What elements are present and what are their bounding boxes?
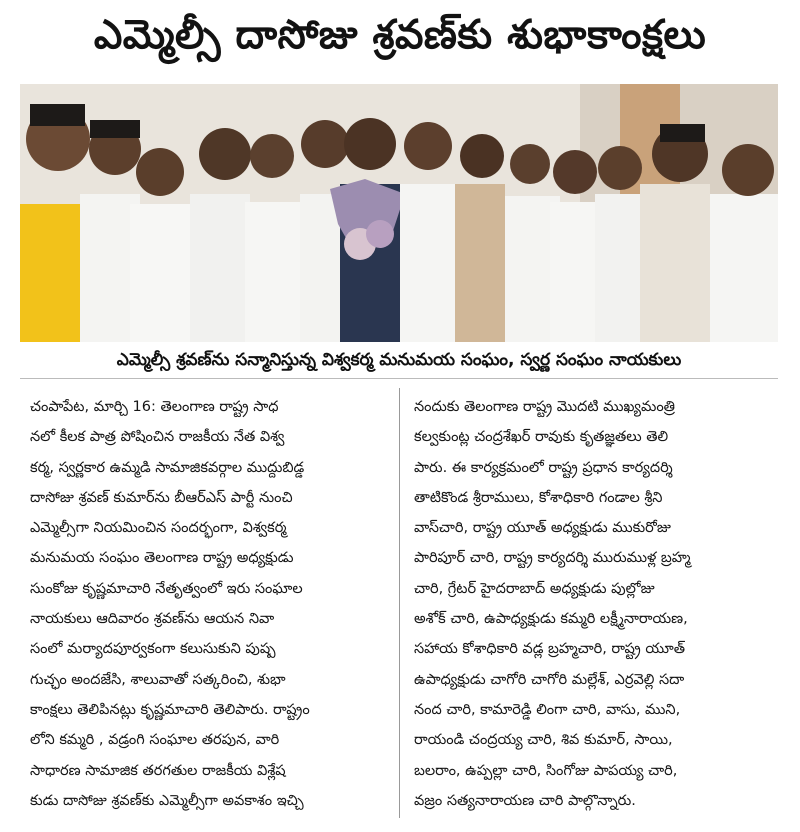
column-divider — [399, 388, 400, 818]
article-line: గుచ్ఛం అందజేసి, శాలువాతో సత్కరించి, శుభా — [30, 671, 286, 688]
article-line: పారు. ఈ కార్యక్రమంలో రాష్ట్ర ప్రధాన కార్యదర్శి — [414, 459, 673, 476]
article-line: కల్వకుంట్ల చంద్రశేఖర్ రావుకు కృతజ్ఞతలు తెలి — [414, 429, 669, 446]
article-line: వాస్‌చారి, రాష్ట్ర యూత్ అధ్యక్షుడు ముకురోజు — [414, 520, 671, 537]
article-line: ఉపాధ్యక్షుడు చాగోరి చాగోరి మల్లేశ్, ఎర్రవెల్లి సదా — [414, 671, 685, 688]
article-line: మనుమయ సంఘం తెలంగాణ రాష్ట్ర అధ్యక్షుడు — [30, 550, 294, 567]
article-column-left — [30, 392, 396, 816]
article-line: కుడు దాసోజు శ్రవణ్‌కు ఎమ్మెల్సీగా అవకాశం ఇచ్చి — [30, 792, 304, 809]
article-line: నంద చారి, కామారెడ్డి లింగా చారి, వాసు, ముని, — [414, 701, 681, 718]
article-line: తాటికొండ శ్రీరాములు, కోశాధికారి గండాల శ్రీని — [414, 489, 663, 506]
article-line: నందుకు తెలంగాణ రాష్ట్ర మొదటి ముఖ్యమంత్రి — [414, 399, 676, 415]
article-line: సుంకోజు కృష్ణమాచారి నేతృత్వంలో ఇరు సంఘాల — [30, 580, 303, 597]
article-line: వజ్రం సత్యనారాయణ చారి పాల్గొన్నారు. — [414, 792, 636, 809]
article-line: లోని కమ్మరి , వడ్రంగి సంఘాల తరపున, వారి — [30, 732, 280, 749]
article-line: సంలో మర్యాదపూర్వకంగా కలుసుకుని పుష్ప — [30, 641, 276, 658]
article-line: నలో కీలక పాత్ర పోషించిన రాజకీయ నేత విశ్వ — [30, 429, 285, 446]
news-photo — [20, 84, 778, 342]
article-line: దాసోజు శ్రవణ్ కుమార్‌ను బీఆర్ఎస్ పార్టీ నుంచి — [30, 489, 293, 506]
article-line: సహాయ కోశాధికారి వడ్ల బ్రహ్మచారి, రాష్ట్ర యూత్ — [414, 641, 685, 658]
article-line: రాయండి చంద్రయ్య చారి, శివ కుమార్, సాయి, — [414, 732, 673, 749]
article-column-right — [414, 392, 780, 816]
article-line: నాయకులు ఆదివారం శ్రవణ్‌ను ఆయన నివా — [30, 611, 275, 628]
headline: ఎమ్మెల్సీ దాసోజు శ్రవణ్‌కు శుభాకాంక్షలు — [93, 12, 707, 58]
photo-caption: ఎమ్మెల్సీ శ్రవణ్‌ను సన్మానిస్తున్న విశ్వకర్మ మనుమయ సంఘం, స్వర్ణ సంఘం నాయకులు — [20, 346, 778, 379]
article-line: బలరాం, ఉప్పల్లా చారి, సింగోజు పాపయ్య చారి, — [414, 762, 678, 779]
article-line: సాధారణ సామాజిక తరగతుల రాజకీయ విశ్లేష — [30, 762, 286, 779]
article-line: కర్మ, స్వర్ణకార ఉమ్మడి సామాజికవర్గాల ముద్దుబిడ్డ — [30, 459, 305, 476]
article-line: అశోక్ చారి, ఉపాధ్యక్షుడు కమ్మరి లక్ష్మీనారాయణ, — [414, 611, 688, 628]
article-line: పారిపూర్ చారి, రాష్ట్ర కార్యదర్శి మురుముళ్ల బ్రహ్మ — [414, 550, 691, 567]
article-line: కాంక్షలు తెలిపినట్లు కృష్ణమాచారి తెలిపారు. రాష్ట్రం — [30, 701, 310, 718]
article-line: చంపాపేట, మార్చి 16: తెలంగాణ రాష్ట్ర సాధ — [30, 399, 279, 415]
article-line: చారి, గ్రేటర్ హైదరాబాద్ అధ్యక్షుడు పుల్లోజు — [414, 580, 655, 597]
article-line: ఎమ్మెల్సీగా నియమించిన సందర్భంగా, విశ్వకర్మ — [30, 520, 287, 537]
